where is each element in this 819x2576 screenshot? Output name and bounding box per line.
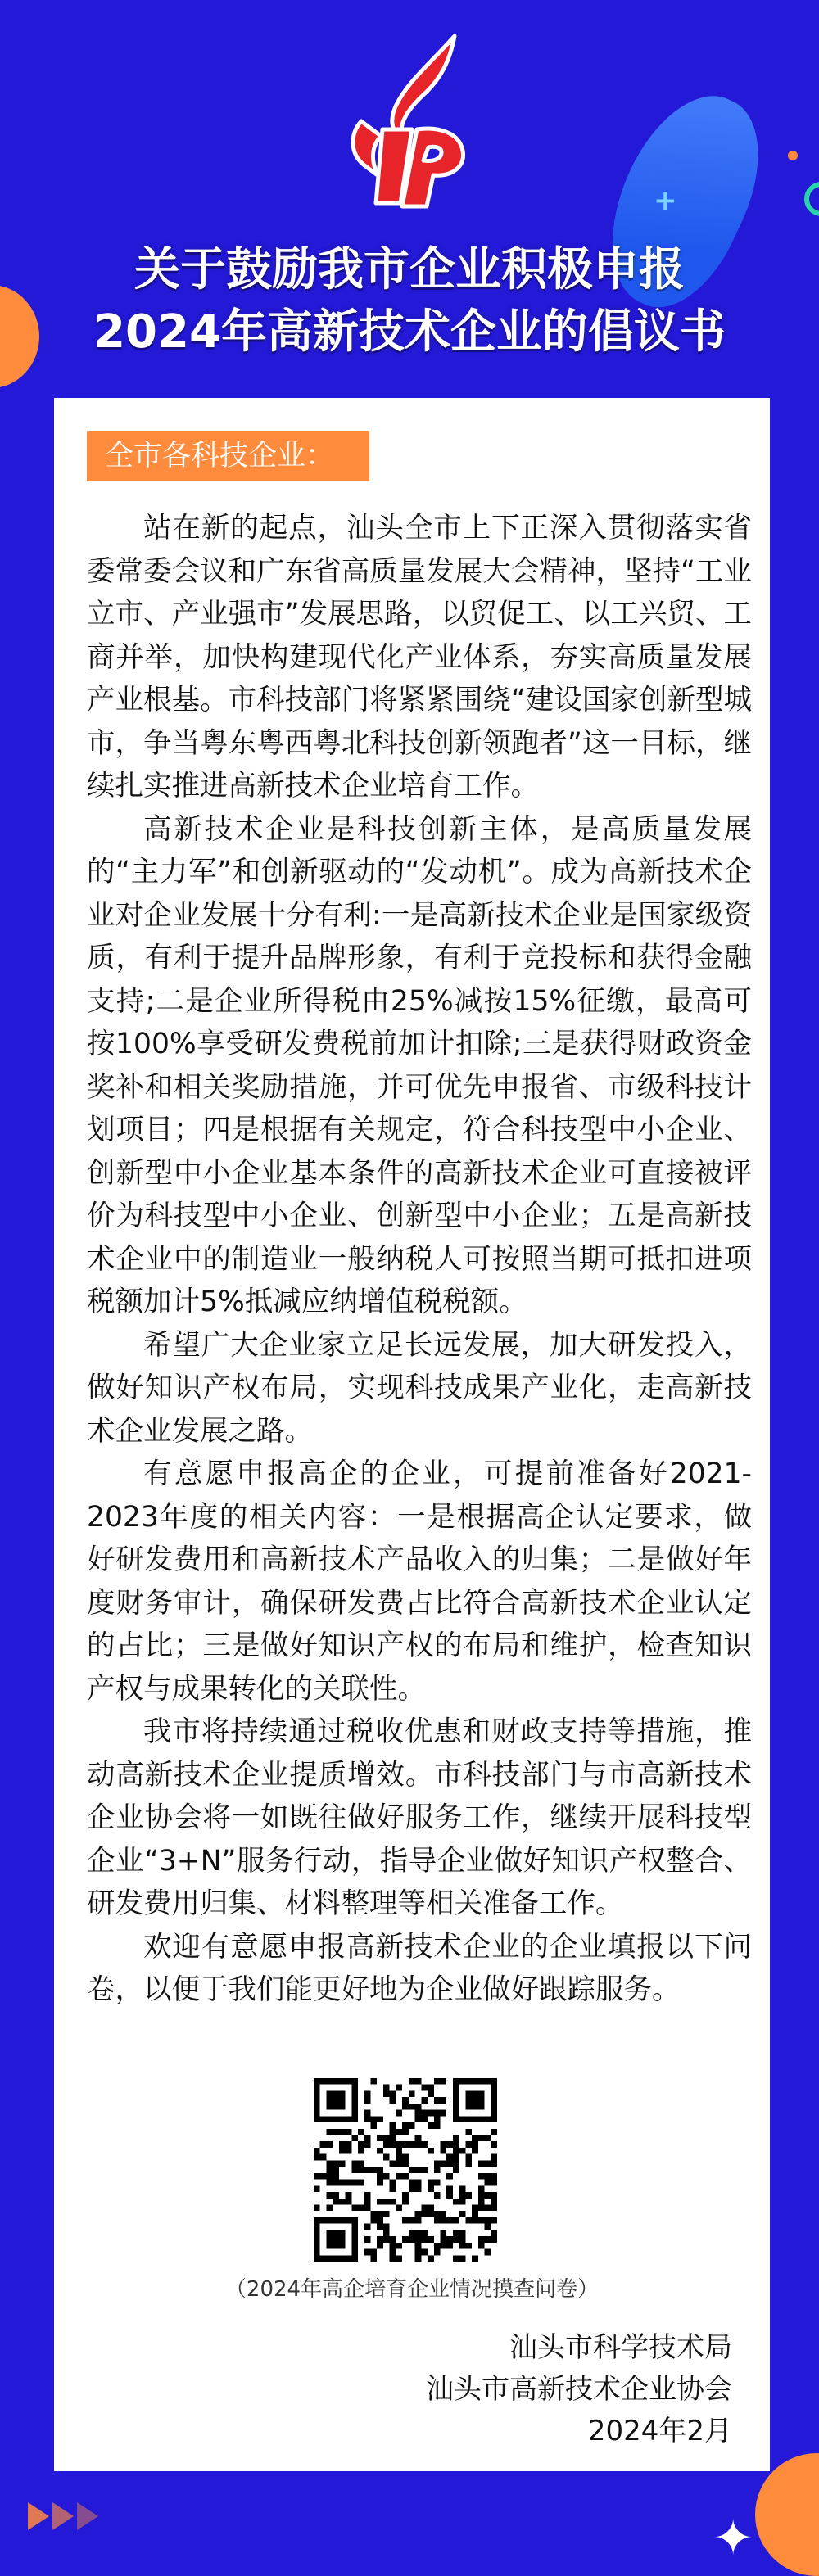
page-title	[0, 239, 819, 364]
letter-body	[87, 507, 752, 2012]
ring-icon	[804, 182, 819, 216]
signature-date: 2024年2月	[587, 2415, 732, 2447]
star-icon: ✦	[713, 2510, 754, 2567]
signature-block	[426, 2327, 732, 2452]
signature-org-1: 汕头市科学技术局	[509, 2331, 732, 2364]
paragraph-5: 我市将持续通过税收优惠和财政支持等措施，推动高新技术企业提质增效。市科技部门与市高新技术企业协会将一如既往做好服务工作，继续开展科技型企业“3+N”服务行动，指导企业做好知识产权整合、研发费用归集、材料整理等相关准备工作。	[87, 1715, 752, 1920]
qr-code[interactable]	[314, 2078, 497, 2262]
paragraph-2: 高新技术企业是科技创新主体，是高质量发展的“主力军”和创新驱动的“发动机”。成为高新技术企业对企业发展十分有利:一是高新技术企业是国家级资质，有利于提升品牌形象，有利于竞投标和获得金融支持;二是企业所得税由25%减按15%征缴，最高可按100%享受研发费税前加计扣除;三是获得财政资金奖补和相关奖励措施，并可优先申报省、市级科技计划项目；四是根据有关规定，符合科技型中小企业、创新型中小企业基本条件的高新技术企业可直接被评价为科技型中小企业、创新型中小企业；五是高新技术企业中的制造业一般纳税人可按照当期可抵扣进项税额加计5%抵减应纳增值税税额。	[87, 812, 752, 1318]
letter-card	[54, 398, 770, 2471]
triangle-arrow-icon	[28, 2502, 98, 2530]
torch-emblem-logo	[332, 31, 487, 219]
signature-org-2: 汕头市高新技术企业协会	[426, 2373, 732, 2406]
paragraph-1: 站在新的起点，汕头全市上下正深入贯彻落实省委常委会议和广东省高质量发展大会精神，坚持“工业立市、产业强市”发展思路，以贸促工、以工兴贸、工商并举，加快构建现代化产业体系，夯实高质量发展产业根基。市科技部门将紧紧围绕“建设国家创新型城市，争当粤东粤西粤北科技创新领跑者”这一目标，继续扎实推进高新技术企业培育工作。	[87, 512, 752, 802]
qr-caption: （2024年高企培育企业情况摸查问卷）	[224, 2277, 600, 2302]
decorative-circle-bottom-right	[755, 2453, 819, 2576]
paragraph-3: 希望广大企业家立足长远发展，加大研发投入，做好知识产权布局，实现科技成果产业化，走高新技术企业发展之路。	[87, 1328, 752, 1448]
title-line-1: 关于鼓励我市企业积极申报	[134, 243, 685, 296]
paragraph-6: 欢迎有意愿申报高新技术企业的企业填报以下问卷，以便于我们能更好地为企业做好跟踪服务。	[87, 1930, 752, 2006]
title-line-2: 2024年高新技术企业的倡议书	[93, 305, 726, 359]
decorative-dot	[788, 151, 798, 160]
salutation-label: 全市各科技企业：	[87, 431, 369, 481]
plus-icon: +	[654, 184, 677, 217]
paragraph-4: 有意愿申报高企的企业，可提前准备好2021-2023年度的相关内容：一是根据高企认定要求，做好研发费用和高新技术产品收入的归集；二是做好年度财务审计，确保研发费占比符合高新技术企业认定的占比；三是做好知识产权的布局和维护，检查知识产权与成果转化的关联性。	[87, 1457, 752, 1706]
